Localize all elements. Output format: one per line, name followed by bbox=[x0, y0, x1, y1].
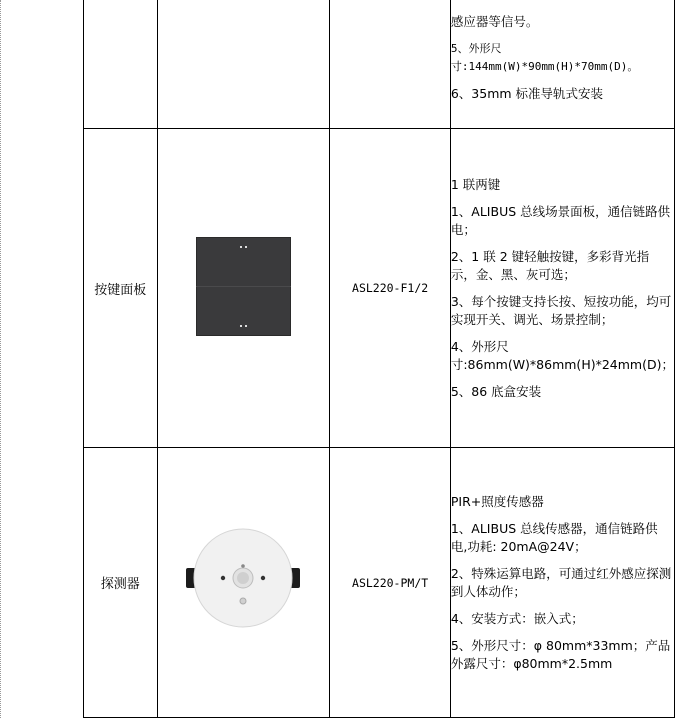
desc-line: 感应器等信号。 bbox=[450, 13, 539, 29]
pir-sensor-image bbox=[183, 526, 303, 636]
model-cell: ASL220-F1/2 bbox=[330, 129, 450, 448]
table-row bbox=[84, 129, 675, 448]
device-image-cell bbox=[157, 129, 330, 448]
desc-line: 1 联两键 bbox=[450, 176, 501, 192]
desc-line: 1、ALIBUS 总线场景面板，通信链路供电； bbox=[450, 203, 671, 237]
device-image-cell bbox=[157, 448, 330, 718]
desc-line: 5、外形尺寸:144mm(W)*90mm(H)*70mm(D)。 bbox=[450, 41, 639, 73]
desc-line: 6、35mm 标准导轨式安装 bbox=[450, 85, 604, 101]
desc-line: 4、外形尺寸:86mm(W)*86mm(H)*24mm(D)； bbox=[450, 338, 674, 372]
device-image-cell bbox=[157, 0, 330, 129]
desc-line: 3、每个按键支持长按、短按功能，均可实现开关、调光、场景控制； bbox=[450, 293, 672, 327]
description-cell bbox=[450, 129, 674, 448]
desc-line: 5、外形尺寸：φ 80mm*33mm；产品外露尺寸：φ80mm*2.5mm bbox=[450, 637, 671, 671]
desc-line: 2、特殊运算电路，可通过红外感应探测到人体动作； bbox=[450, 565, 672, 599]
keypad-panel-image bbox=[196, 237, 291, 336]
desc-line: PIR+照度传感器 bbox=[450, 493, 544, 509]
device-name-cell: 按键面板 bbox=[84, 129, 158, 448]
page-margin-line bbox=[0, 0, 2, 718]
description-cell bbox=[450, 0, 674, 129]
spec-table bbox=[83, 0, 675, 718]
desc-line: 2、1 联 2 键轻触按键，多彩背光指示，金、黑、灰可选； bbox=[450, 248, 650, 282]
model-cell bbox=[330, 0, 450, 129]
desc-line: 5、86 底盒安装 bbox=[450, 383, 542, 399]
desc-line: 4、安装方式：嵌入式； bbox=[450, 610, 584, 626]
device-name-cell bbox=[84, 0, 158, 129]
desc-line: 1、ALIBUS 总线传感器，通信链路供电,功耗: 20mA@24V； bbox=[450, 520, 658, 554]
table-row bbox=[84, 448, 675, 718]
model-cell: ASL220-PM/T bbox=[330, 448, 450, 718]
table-row bbox=[84, 0, 675, 129]
description-cell bbox=[450, 448, 674, 718]
device-name-cell: 探测器 bbox=[84, 448, 158, 718]
